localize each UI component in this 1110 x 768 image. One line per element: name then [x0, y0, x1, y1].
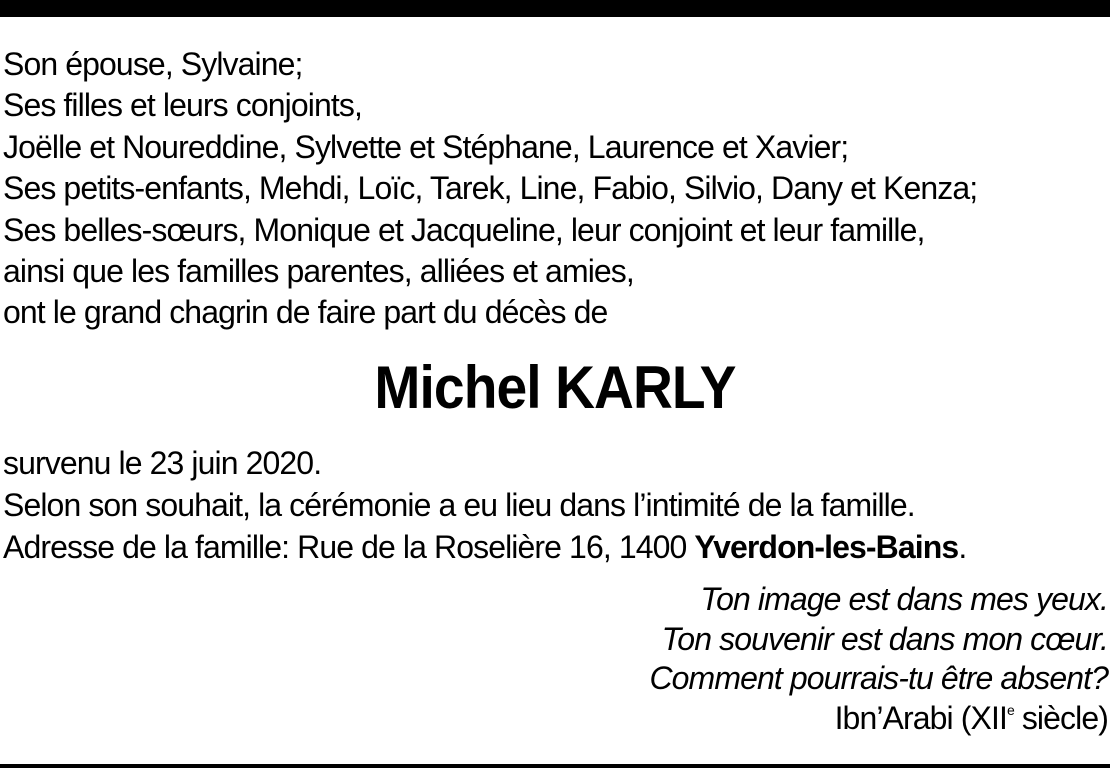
top-rule [0, 0, 1110, 17]
intro-block [3, 44, 1108, 334]
intro-line: ainsi que les familles parentes, alliées et amies, [3, 253, 634, 290]
intro-line: ont le grand chagrin de faire part du décès de [3, 294, 608, 331]
ceremony-line: Selon son souhait, la cérémonie a eu lieu dans l’intimité de la famille. [3, 487, 915, 523]
address-text: Adresse de la famille: Rue de la Roselière 16, 1400 [3, 529, 695, 565]
address-line [3, 526, 1108, 568]
attribution-century: siècle) [1013, 699, 1108, 736]
intro-line: Joëlle et Noureddine, Sylvette et Stéphane, Laurence et Xavier; [3, 128, 849, 165]
deceased-name: Michel KARLY [374, 354, 736, 421]
intro-line: Ses belles-sœurs, Monique et Jacqueline, leur conjoint et leur famille, [3, 211, 925, 248]
quote-line: Ton image est dans mes yeux. [700, 581, 1108, 617]
quote-attribution [208, 699, 1108, 739]
details-block [3, 442, 1108, 568]
address-suffix: . [958, 529, 967, 565]
bottom-rule [0, 764, 1110, 768]
quote-line: Comment pourrais-tu être absent? [649, 660, 1108, 696]
intro-line: Ses petits-enfants, Mehdi, Loïc, Tarek, Line, Fabio, Silvio, Dany et Kenza; [3, 170, 978, 207]
quote-block [208, 580, 1108, 738]
intro-line: Son épouse, Sylvaine; [3, 46, 303, 82]
date-line: survenu le 23 juin 2020. [3, 445, 322, 481]
attribution-text: Ibn’Arabi (XII [834, 699, 1007, 736]
intro-line: Ses filles et leurs conjoints, [3, 87, 362, 124]
quote-line: Ton souvenir est dans mon cœur. [661, 620, 1108, 657]
attribution-superscript: e [1006, 701, 1014, 718]
address-city: Yverdon-les-Bains [694, 529, 959, 565]
